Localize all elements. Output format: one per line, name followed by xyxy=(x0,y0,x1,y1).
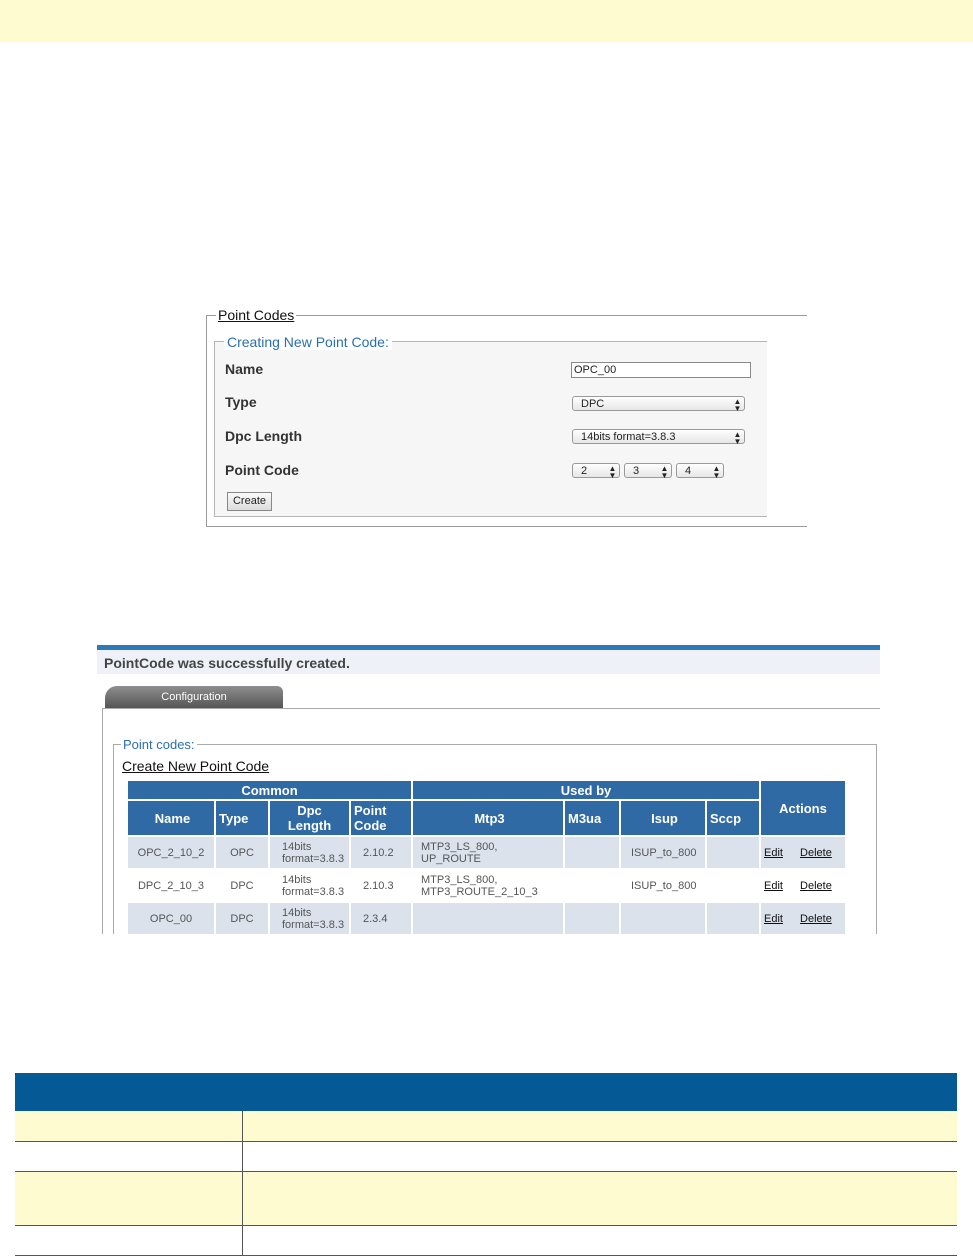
delete-link[interactable]: Delete xyxy=(800,912,832,925)
edit-link[interactable]: Edit xyxy=(764,879,783,892)
cell-name: OPC_00 xyxy=(128,903,214,934)
point-code-part-3-select[interactable] xyxy=(676,463,724,478)
cell-point-code: 2.3.4 xyxy=(351,903,411,934)
cell-sccp xyxy=(707,837,759,868)
point-code-part-3-value: 4 xyxy=(685,465,692,477)
doc-table-cell xyxy=(242,1111,957,1141)
cell-m3ua xyxy=(565,903,619,934)
doc-table-row xyxy=(15,1171,957,1225)
cell-dpc-length-line-1: 14bits xyxy=(282,840,312,853)
point-code-label: Point Code xyxy=(225,462,299,478)
cell-dpc-length-line-1: 14bits xyxy=(282,906,312,919)
doc-table-cell xyxy=(15,1225,242,1255)
doc-table-header-cell xyxy=(242,1073,957,1111)
point-codes-legend[interactable]: Point Codes xyxy=(218,307,295,323)
cell-dpc-length-line-1: 14bits xyxy=(282,873,312,886)
table-row xyxy=(128,870,845,901)
point-codes-table xyxy=(126,779,847,934)
doc-table-cell xyxy=(15,1171,242,1225)
point-code-part-2-value: 3 xyxy=(633,465,640,477)
tab-configuration[interactable]: Configuration xyxy=(105,686,283,708)
doc-table-cell xyxy=(242,1141,957,1171)
dpc-length-select[interactable] xyxy=(572,429,745,444)
column-header-type: Type xyxy=(216,801,268,835)
cell-point-code: 2.10.2 xyxy=(351,837,411,868)
cell-mtp3-line-2: MTP3_ROUTE_2_10_3 xyxy=(421,885,538,898)
point-codes-list-screenshot xyxy=(97,645,880,934)
top-banner xyxy=(0,0,973,42)
cell-actions xyxy=(761,837,845,868)
cell-type: DPC xyxy=(216,903,268,934)
cell-actions xyxy=(761,870,845,901)
dpc-length-label: Dpc Length xyxy=(225,428,302,444)
cell-mtp3 xyxy=(413,837,563,868)
column-header-name: Name xyxy=(128,801,214,835)
cell-isup: ISUP_to_800 xyxy=(621,837,705,868)
column-header-sccp: Sccp xyxy=(707,801,759,835)
cell-point-code: 2.10.3 xyxy=(351,870,411,901)
point-code-part-1-select[interactable] xyxy=(572,463,620,478)
point-codes-legend: Point codes: xyxy=(123,737,195,752)
cell-mtp3-line-1: MTP3_LS_800, xyxy=(421,840,498,853)
delete-link[interactable]: Delete xyxy=(800,846,832,859)
cell-m3ua xyxy=(565,870,619,901)
up-down-arrows-icon: ▲ ▼ xyxy=(660,463,669,480)
cell-mtp3-line-1: MTP3_LS_800, xyxy=(421,873,498,886)
doc-table-cell xyxy=(242,1171,957,1225)
doc-table-cell xyxy=(15,1141,242,1171)
delete-link[interactable]: Delete xyxy=(800,879,832,892)
group-header-actions: Actions xyxy=(761,781,845,835)
creating-point-code-legend: Creating New Point Code: xyxy=(224,334,392,350)
group-header-common: Common xyxy=(128,781,411,799)
cell-type: OPC xyxy=(216,837,268,868)
name-field[interactable]: OPC_00 xyxy=(571,362,751,378)
type-select-value: DPC xyxy=(581,398,605,410)
cell-dpc-length-line-2: format=3.8.3 xyxy=(282,885,345,898)
table-row xyxy=(128,903,845,934)
create-new-point-code-link[interactable]: Create New Point Code xyxy=(122,758,270,774)
up-down-arrows-icon: ▲ ▼ xyxy=(733,429,742,446)
column-header-point-code: Point Code xyxy=(351,801,411,835)
doc-table-cell xyxy=(15,1111,242,1141)
cell-mtp3 xyxy=(413,870,563,901)
type-label: Type xyxy=(225,394,257,410)
cell-isup: ISUP_to_800 xyxy=(621,870,705,901)
cell-mtp3 xyxy=(413,903,563,934)
up-down-arrows-icon: ▲ ▼ xyxy=(712,463,721,480)
point-code-part-1-value: 2 xyxy=(581,465,588,477)
group-header-used-by: Used by xyxy=(413,781,759,799)
up-down-arrows-icon: ▲ ▼ xyxy=(608,463,617,480)
doc-table-header-cell xyxy=(15,1073,242,1111)
cell-mtp3-line-2: UP_ROUTE xyxy=(421,852,481,865)
point-code-part-2-select[interactable] xyxy=(624,463,672,478)
up-down-arrows-icon: ▲ ▼ xyxy=(733,396,742,413)
name-label: Name xyxy=(225,361,264,377)
cell-name: DPC_2_10_3 xyxy=(128,870,214,901)
column-header-dpc-length: Dpc Length xyxy=(270,801,349,835)
cell-dpc-length-line-2: format=3.8.3 xyxy=(282,852,345,865)
cell-sccp xyxy=(707,903,759,934)
doc-table-cell xyxy=(242,1225,957,1255)
edit-link[interactable]: Edit xyxy=(764,846,783,859)
cell-actions xyxy=(761,903,845,934)
cell-name: OPC_2_10_2 xyxy=(128,837,214,868)
column-header-isup: Isup xyxy=(621,801,705,835)
cell-type: DPC xyxy=(216,870,268,901)
doc-table-row xyxy=(15,1141,957,1171)
cell-m3ua xyxy=(565,837,619,868)
doc-table-row xyxy=(15,1111,957,1141)
cell-dpc-length-line-2: format=3.8.3 xyxy=(282,918,345,931)
cell-isup xyxy=(621,903,705,934)
doc-table-row xyxy=(15,1225,957,1255)
create-point-code-form-screenshot xyxy=(206,300,766,526)
type-select[interactable] xyxy=(572,396,745,411)
edit-link[interactable]: Edit xyxy=(764,912,783,925)
cell-sccp xyxy=(707,870,759,901)
cell-dpc-length xyxy=(270,870,349,901)
document-table xyxy=(15,1073,957,1256)
cell-dpc-length xyxy=(270,903,349,934)
doc-table-header-row xyxy=(15,1073,957,1111)
create-button[interactable]: Create xyxy=(227,492,272,511)
table-row xyxy=(128,837,845,868)
dpc-length-select-value: 14bits format=3.8.3 xyxy=(581,431,676,443)
success-message: PointCode was successfully created. xyxy=(97,650,880,674)
column-header-m3ua: M3ua xyxy=(565,801,619,835)
column-header-mtp3: Mtp3 xyxy=(413,801,563,835)
cell-dpc-length xyxy=(270,837,349,868)
